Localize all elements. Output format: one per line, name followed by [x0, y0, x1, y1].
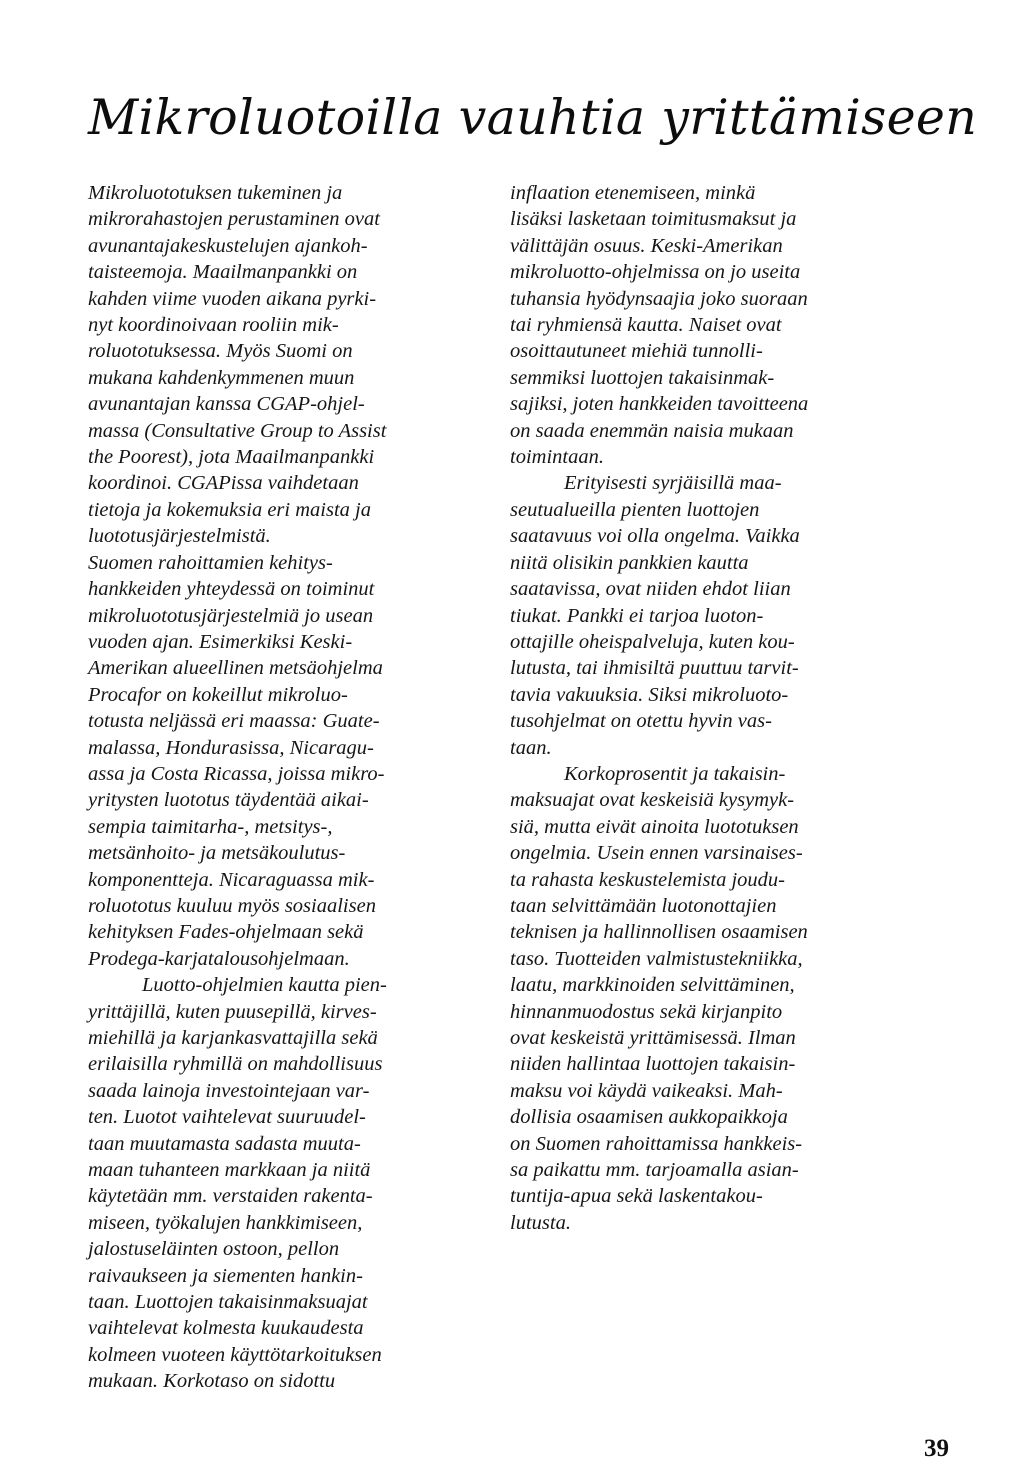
text-line: Korkoprosentit ja takaisin-: [564, 762, 786, 785]
text-line: taan. Luottojen takaisinmaksuajat: [88, 1291, 368, 1314]
text-line: tuntija-apua sekä laskentakou-: [510, 1185, 763, 1208]
text-line: osoittautuneet miehiä tunnolli-: [510, 340, 763, 363]
text-line: assa ja Costa Ricassa, joissa mikro-: [88, 762, 385, 785]
text-line: lisäksi lasketaan toimitusmaksut ja: [510, 208, 797, 231]
text-line: ta rahasta keskustelemista joudu-: [510, 868, 786, 891]
text-line: tiukat. Pankki ei tarjoa luoton-: [510, 604, 764, 627]
text-line: hinnanmuodostus sekä kirjanpito: [510, 1000, 783, 1023]
text-line: kahden viime vuoden aikana pyrki-: [88, 287, 377, 310]
text-line: taan muutamasta sadasta muuta-: [88, 1132, 361, 1155]
text-line: vuoden ajan. Esimerkiksi Keski-: [88, 630, 353, 653]
text-line: kolmeen vuoteen käyttötarkoituksen: [88, 1343, 382, 1366]
text-line: niitä olisikin pankkien kautta: [510, 551, 749, 574]
text-line: mikroluotto-ohjelmissa on jo useita: [510, 261, 801, 284]
text-line: on saada enemmän naisia mukaan: [510, 419, 794, 442]
text-line: jalostuseläinten ostoon, pellon: [88, 1238, 340, 1261]
text-line: tavia vakuuksia. Siksi mikroluoto-: [510, 683, 789, 706]
text-line: metsänhoito- ja metsäkoulutus-: [88, 842, 346, 865]
text-line: Procafor on kokeillut mikroluo-: [88, 683, 348, 706]
paragraph: [88, 180, 488, 550]
text-line: taan.: [510, 736, 552, 759]
text-line: mukana kahdenkymmenen muun: [88, 366, 355, 389]
text-line: miehillä ja karjankasvattajilla sekä: [88, 1027, 378, 1049]
text-line: toimintaan.: [510, 446, 604, 469]
paragraph: [88, 972, 488, 1395]
text-line: erilaisilla ryhmillä on mahdollisuus: [88, 1053, 383, 1076]
text-line: avunantajan kanssa CGAP-ohjel-: [88, 393, 365, 416]
text-line: ottajille oheispalveluja, kuten kou-: [510, 630, 795, 653]
text-line: teknisen ja hallinnollisen osaamisen: [510, 921, 808, 944]
text-line: raivaukseen ja siementen hankin-: [88, 1264, 363, 1287]
text-line: Suomen rahoittamien kehitys-: [88, 551, 333, 574]
text-line: maksu voi käydä vaikeaksi. Mah-: [510, 1079, 783, 1102]
text-line: miseen, työkalujen hankkimiseen,: [88, 1211, 363, 1234]
text-line: hankkeiden yhteydessä on toiminut: [88, 578, 375, 601]
text-line: dollisia osaamisen aukkopaikkoja: [510, 1106, 788, 1129]
text-line: seutualueilla pienten luottojen: [510, 498, 760, 521]
text-line: saatavuus voi olla ongelma. Vaikka: [510, 525, 800, 548]
text-line: Erityisesti syrjäisillä maa-: [564, 472, 782, 495]
text-line: taan selvittämään luotonottajien: [510, 894, 777, 917]
text-line: laatu, markkinoiden selvittäminen,: [510, 974, 795, 997]
text-line: roluototus kuuluu myös sosiaalisen: [88, 894, 376, 917]
paragraph: [510, 180, 920, 470]
text-line: the Poorest), jota Maailmanpankki: [88, 446, 375, 469]
text-line: komponentteja. Nicaraguassa mik-: [88, 868, 375, 891]
text-line: mikrorahastojen perustaminen ovat: [88, 208, 380, 231]
text-line: vaihtelevat kolmesta kuukaudesta: [88, 1317, 364, 1340]
text-line: on Suomen rahoittamissa hankkeis-: [510, 1132, 803, 1155]
text-line: yrittäjillä, kuten puusepillä, kirves-: [88, 1000, 377, 1023]
text-column-right: [510, 180, 920, 1236]
text-line: lutusta.: [510, 1211, 571, 1234]
text-line: koordinoi. CGAPissa vaihdetaan: [88, 472, 359, 495]
text-line: mukaan. Korkotaso on sidottu: [88, 1370, 336, 1393]
page-number: 39: [924, 1435, 949, 1462]
text-line: taisteemoja. Maailmanpankki on: [88, 261, 358, 284]
text-line: saada lainoja investointejaan var-: [88, 1079, 370, 1102]
text-line: taso. Tuotteiden valmistustekniikka,: [510, 947, 803, 970]
text-line: luototusjärjestelmistä.: [88, 525, 271, 548]
article-title: Mikroluotoilla vauhtia yrittämiseen: [88, 89, 978, 146]
text-line: malassa, Hondurasissa, Nicaragu-: [88, 736, 374, 759]
text-line: siä, mutta eivät ainoita luototuksen: [510, 815, 799, 838]
text-line: totusta neljässä eri maassa: Guate-: [88, 710, 380, 733]
text-line: Luotto-ohjelmien kautta pien-: [142, 974, 387, 997]
text-line: käytetään mm. verstaiden rakenta-: [88, 1185, 373, 1208]
text-line: välittäjän osuus. Keski-Amerikan: [510, 234, 783, 257]
text-line: mikroluototusjärjestelmiä jo usean: [88, 604, 374, 627]
text-line: Amerikan alueellinen metsäohjelma: [88, 657, 383, 680]
text-line: roluototuksessa. Myös Suomi on: [88, 340, 353, 363]
text-line: kehityksen Fades-ohjelmaan sekä: [88, 921, 364, 944]
text-line: maksuajat ovat keskeisiä kysymyk-: [510, 789, 795, 812]
text-line: niiden hallintaa luottojen takaisin-: [510, 1053, 796, 1076]
paragraph: [510, 761, 920, 1236]
text-line: maan tuhanteen markkaan ja niitä: [88, 1159, 371, 1182]
text-line: tai ryhmiensä kautta. Naiset ovat: [510, 314, 782, 337]
text-line: lutusta, tai ihmisiltä puuttuu tarvit-: [510, 657, 799, 680]
text-line: massa (Consultative Group to Assist: [88, 419, 387, 442]
text-column-left: [88, 180, 488, 1395]
text-line: sa paikattu mm. tarjoamalla asian-: [510, 1159, 799, 1182]
text-line: ongelmia. Usein ennen varsinaises-: [510, 842, 803, 865]
paragraph: [510, 470, 920, 760]
text-line: tietoja ja kokemuksia eri maista ja: [88, 498, 371, 521]
paragraph: [88, 550, 488, 973]
text-line: nyt koordinoivaan rooliin mik-: [88, 314, 339, 337]
text-line: yritysten luototus täydentää aikai-: [88, 789, 369, 812]
text-line: tuhansia hyödynsaajia joko suoraan: [510, 287, 808, 310]
text-line: ovat keskeistä yrittämisessä. Ilman: [510, 1027, 796, 1049]
text-line: inflaation etenemiseen, minkä: [510, 182, 756, 204]
text-line: tusohjelmat on otettu hyvin vas-: [510, 710, 772, 733]
text-line: saatavissa, ovat niiden ehdot liian: [510, 578, 791, 601]
text-line: sempia taimitarha-, metsitys-,: [88, 815, 333, 838]
text-line: Prodega-karjatalousohjelmaan.: [88, 947, 350, 970]
text-line: ten. Luotot vaihtelevat suuruudel-: [88, 1106, 366, 1129]
text-line: semmiksi luottojen takaisinmak-: [510, 366, 775, 389]
text-line: sajiksi, joten hankkeiden tavoitteena: [510, 393, 809, 416]
text-line: avunantajakeskustelujen ajankoh-: [88, 234, 368, 257]
text-line: Mikroluototuksen tukeminen ja: [88, 182, 343, 204]
